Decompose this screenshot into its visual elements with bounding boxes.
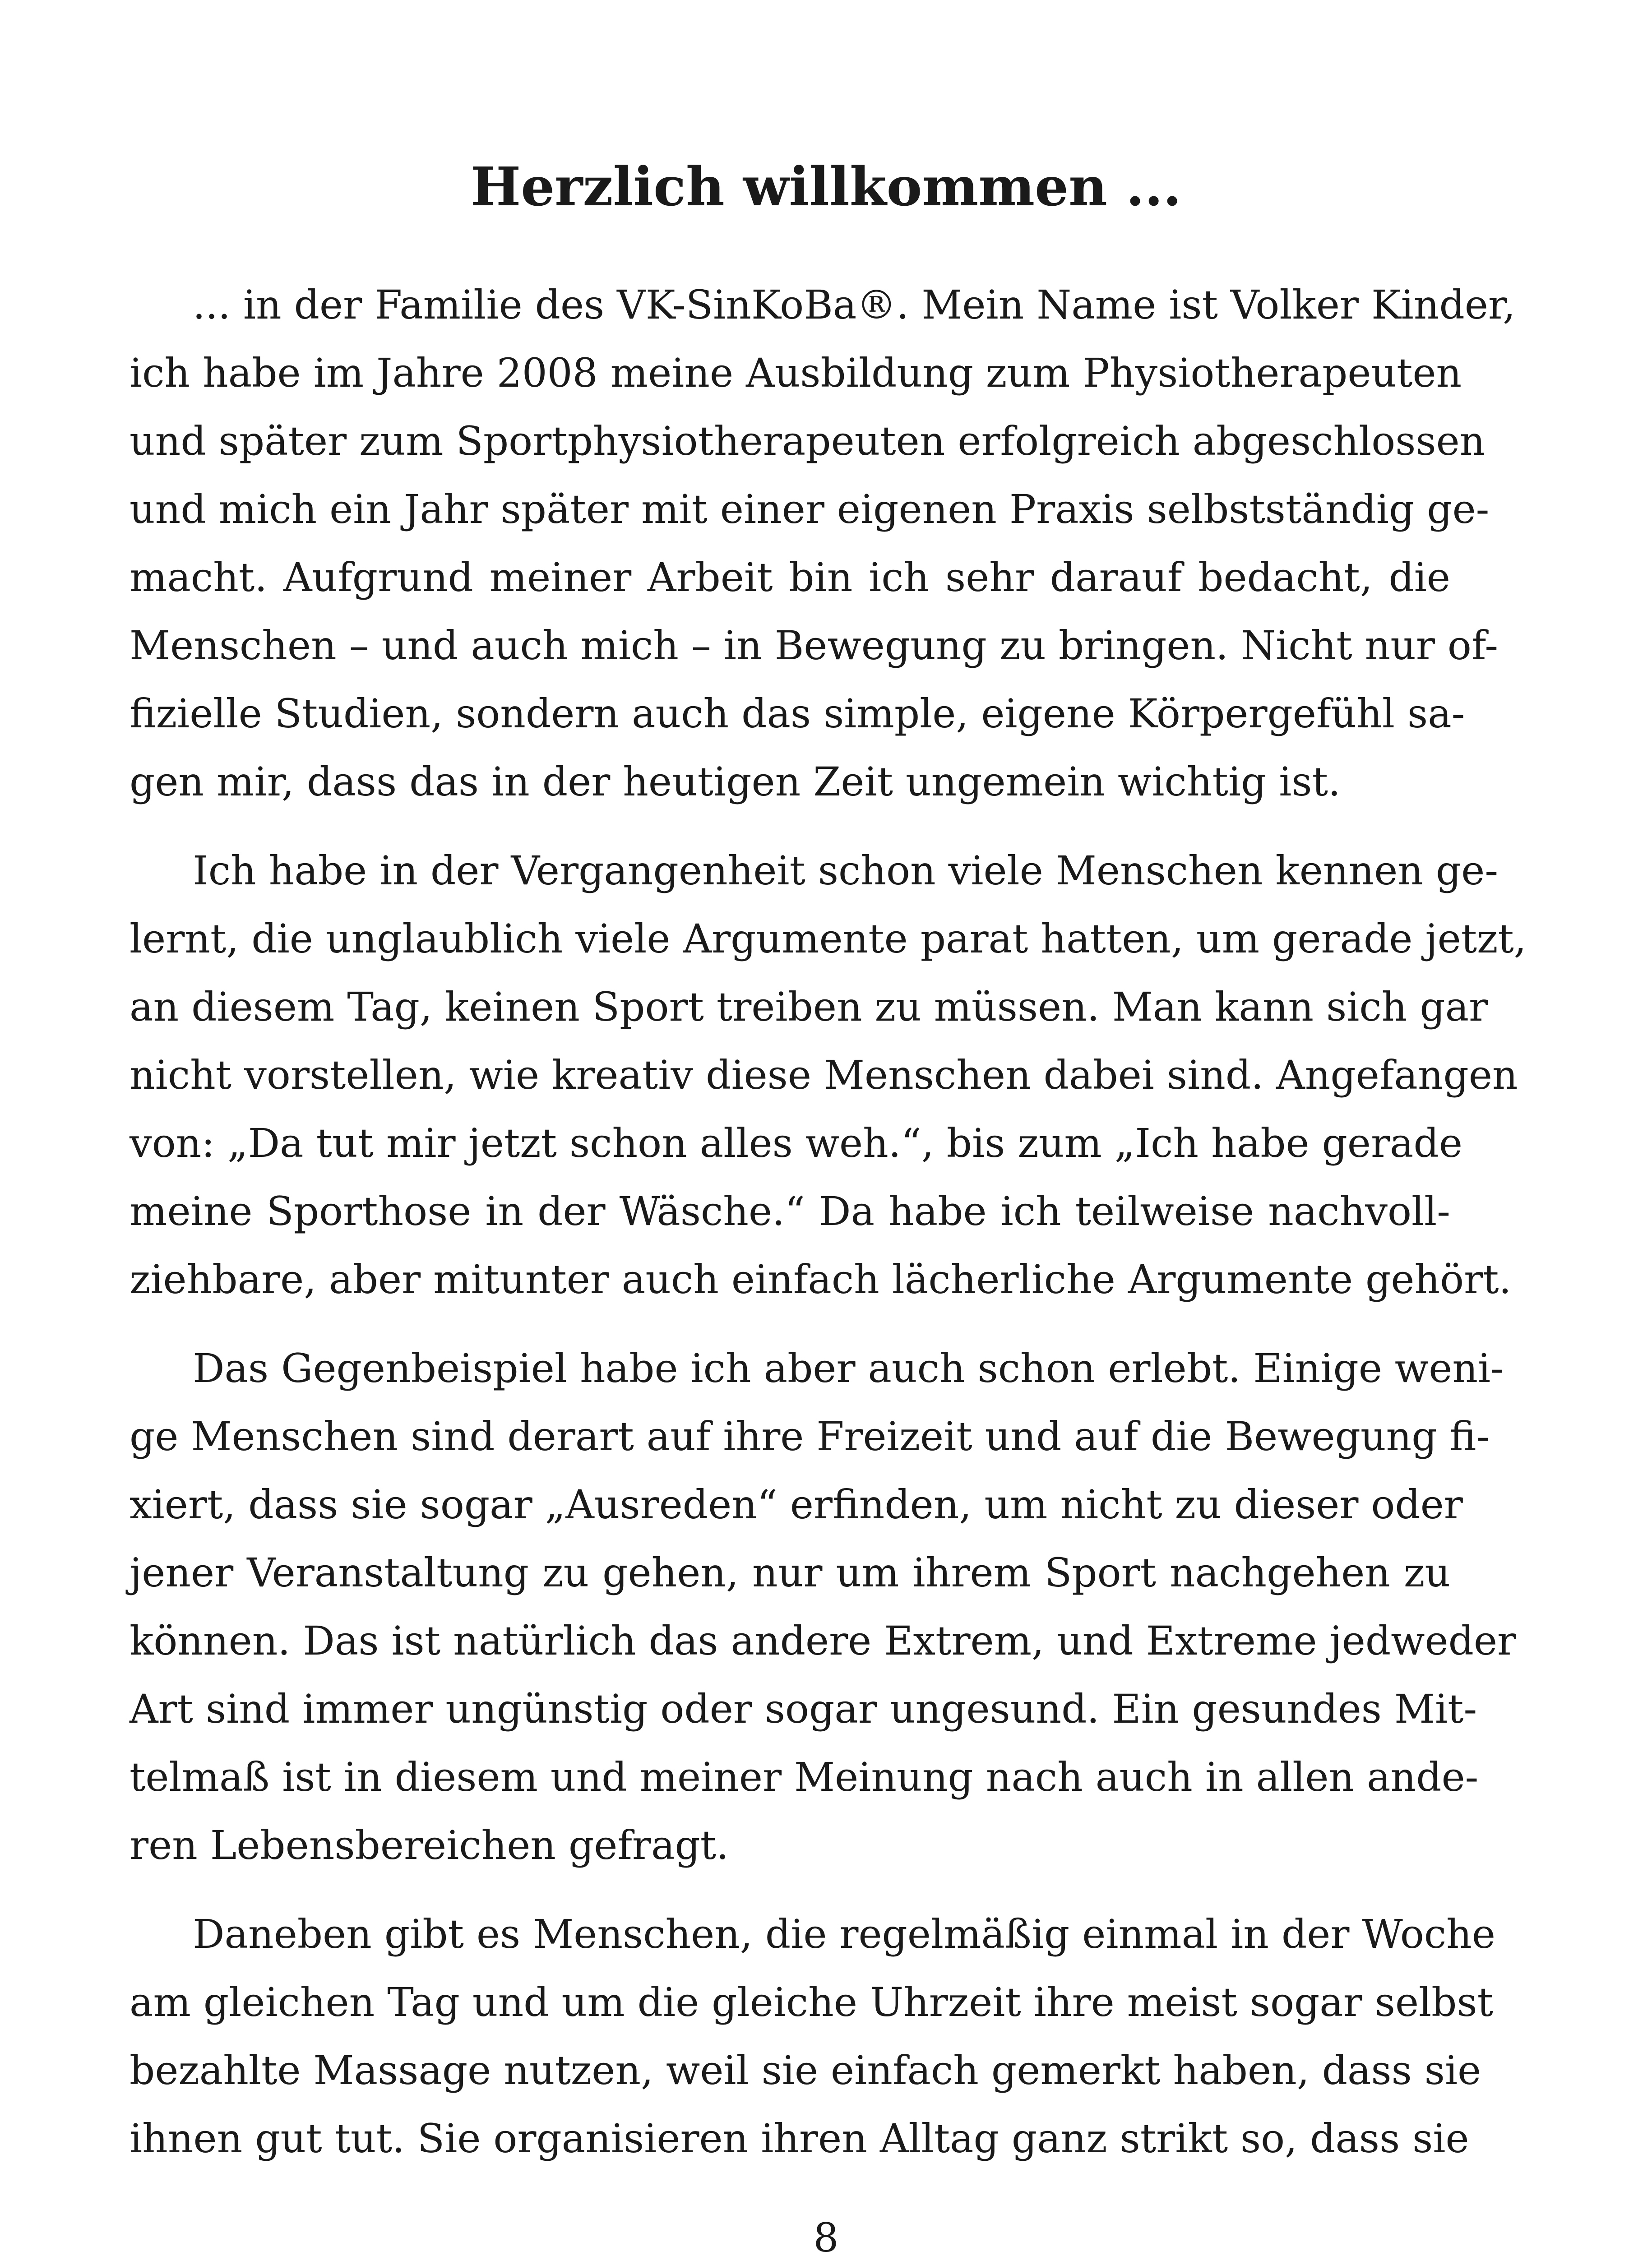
text-line: Das Gegenbeispiel habe ich aber auch schon erlebt. Einige weni- <box>193 1345 1504 1392</box>
paragraph-gap <box>130 1313 1450 1334</box>
text-line: von: „Da tut mir jetzt schon alles weh.“, bis zum „Ich habe gerade <box>130 1120 1462 1166</box>
text-line: Ich habe in der Vergangenheit schon viele Menschen kennen ge- <box>193 847 1499 894</box>
text-line: gen mir, dass das in der heutigen Zeit ungemein wichtig ist. <box>130 758 1341 805</box>
text-line: Daneben gibt es Menschen, die regelmäßig einmal in der Woche <box>193 1911 1495 1957</box>
text-line: nicht vorstellen, wie kreativ diese Menschen dabei sind. Angefangen <box>130 1052 1518 1098</box>
paragraph <box>130 271 1516 816</box>
text-line: Menschen – und auch mich – in Bewegung zu bringen. Nicht nur of- <box>130 622 1499 669</box>
text-line: ich habe im Jahre 2008 meine Ausbildung zum Physiotherapeuten <box>130 350 1462 396</box>
text-line: und später zum Sportphysiotherapeuten erfolgreich abgeschlossen <box>130 418 1485 464</box>
text-line: können. Das ist natürlich das andere Extrem, und Extreme jedweder <box>130 1618 1517 1664</box>
text-line: und mich ein Jahr später mit einer eigenen Praxis selbstständig ge- <box>130 486 1490 532</box>
text-line: lernt, die unglaublich viele Argumente parat hatten, um gerade jetzt, <box>130 915 1527 962</box>
paragraph-gap <box>130 816 1450 837</box>
chapter-title: Herzlich willkommen ... <box>470 155 1182 218</box>
text-line: ren Lebensbereichen gefragt. <box>130 1822 729 1868</box>
text-line: ge Menschen sind derart auf ihre Freizeit und auf die Bewegung fi- <box>130 1413 1490 1460</box>
text-line: fizielle Studien, sondern auch das simple, eigene Körpergefühl sa- <box>130 690 1465 737</box>
text-line: ... in der Familie des VK-SinKoBa®. Mein Name ist Volker Kinder, <box>193 282 1516 328</box>
paragraph <box>130 1900 1495 2173</box>
paragraph <box>130 837 1527 1313</box>
page-number: 8 <box>813 2214 839 2256</box>
text-line: xiert, dass sie sogar „Ausreden“ erfinden, um nicht zu dieser oder <box>130 1481 1463 1528</box>
text-line: bezahlte Massage nutzen, weil sie einfach gemerkt haben, dass sie <box>130 2047 1481 2094</box>
paragraph <box>130 1334 1517 1879</box>
text-line: meine Sporthose in der Wäsche.“ Da habe ich teilweise nachvoll- <box>130 1188 1450 1234</box>
text-line: jener Veranstaltung zu gehen, nur um ihrem Sport nachgehen zu <box>130 1549 1450 1596</box>
text-line: Art sind immer ungünstig oder sogar ungesund. Ein gesundes Mit- <box>130 1686 1477 1732</box>
text-line: ziehbare, aber mitunter auch einfach lächerliche Argumente gehört. <box>130 1256 1512 1303</box>
text-line: am gleichen Tag und um die gleiche Uhrzeit ihre meist sogar selbst <box>130 1979 1494 2025</box>
body-text <box>130 271 1527 2173</box>
text-line: macht. Aufgrund meiner Arbeit bin ich sehr darauf bedacht, die <box>130 554 1450 601</box>
text-line: an diesem Tag, keinen Sport treiben zu müssen. Man kann sich gar <box>130 984 1488 1030</box>
paragraph-gap <box>130 1879 1450 1900</box>
text-line: telmaß ist in diesem und meiner Meinung nach auch in allen ande- <box>130 1754 1479 1800</box>
text-line: ihnen gut tut. Sie organisieren ihren Alltag ganz strikt so, dass sie <box>130 2115 1469 2162</box>
